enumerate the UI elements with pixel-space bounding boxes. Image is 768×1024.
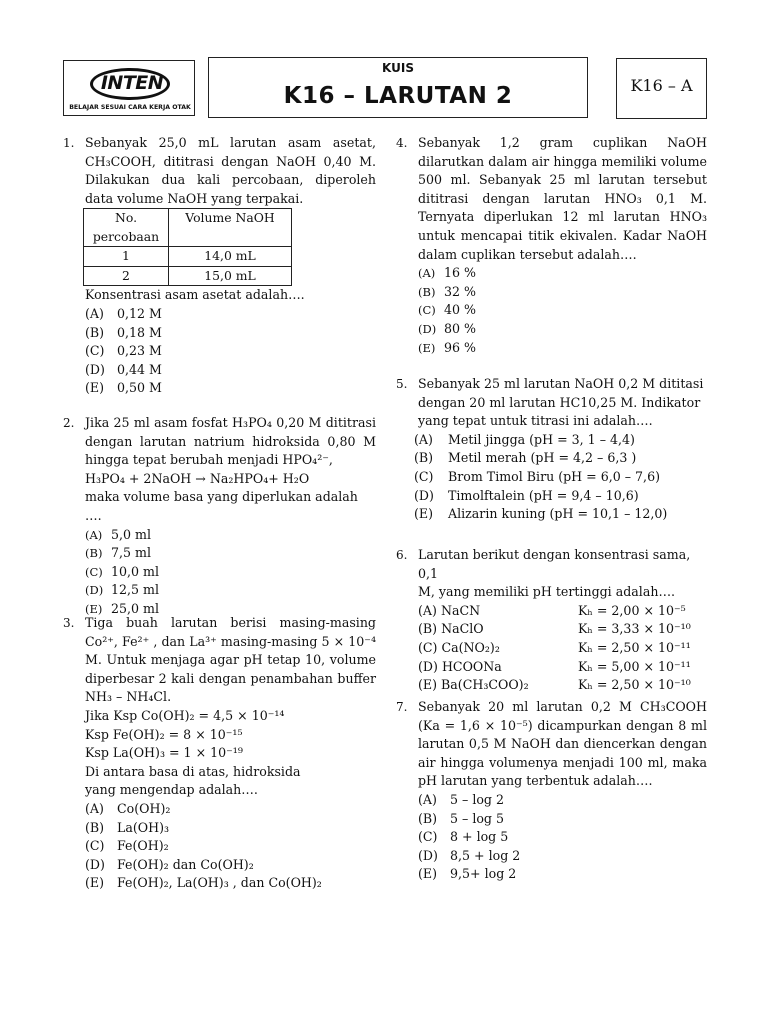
answer-option[interactable] xyxy=(85,544,376,563)
option-label: (C) xyxy=(414,468,434,484)
table-cell: 14,0 mL xyxy=(169,247,292,267)
option-label: (B) xyxy=(414,450,434,466)
question-number: 1. xyxy=(63,136,75,150)
answer-option[interactable] xyxy=(85,800,376,819)
answer-option[interactable] xyxy=(414,505,707,524)
option-label: (D) xyxy=(414,487,434,503)
question-4 xyxy=(396,134,707,357)
hydrolysis-constant: Kₕ = 2,50 × 10⁻¹⁰ xyxy=(578,677,691,693)
answer-option[interactable] xyxy=(418,602,707,621)
table-header: Volume NaOH xyxy=(169,209,292,247)
table-cell: 2 xyxy=(84,266,169,286)
option-label: (D) xyxy=(418,847,438,863)
option-text: 8,5 + log 2 xyxy=(450,847,521,863)
option-label: (E) xyxy=(414,506,434,522)
option-text: 7,5 ml xyxy=(111,545,152,561)
option-label: (C) xyxy=(85,838,105,854)
table-header: No. percobaan xyxy=(84,209,169,247)
option-label: (B) xyxy=(418,810,438,826)
quiz-code: K16 – A xyxy=(616,58,707,119)
question-text: Sebanyak 20 ml larutan 0,2 M CH₃COOH (Ka = 1,6 × 10⁻⁵) dicampurkan dengan 8 ml larutan 0,5 M NaOH dan diencerkan dengan air hingga volumenya menjadi 100 ml, maka pH larutan yang terbentuk adalah…. xyxy=(418,699,707,789)
option-label: (E) xyxy=(85,875,105,891)
question-text: Sebanyak 25 ml larutan NaOH 0,2 M dititasi xyxy=(418,376,704,391)
option-label: (B) xyxy=(418,284,436,299)
option-label: (C) xyxy=(418,639,438,655)
answer-option[interactable] xyxy=(85,342,376,361)
answer-option[interactable] xyxy=(418,301,707,320)
table-cell: 15,0 mL xyxy=(169,266,292,286)
option-text: 5,0 ml xyxy=(111,526,152,542)
option-text: 0,18 M xyxy=(117,324,162,340)
question-number: 5. xyxy=(396,377,408,391)
option-text: Metil jingga (pH = 3, 1 – 4,4) xyxy=(448,431,635,447)
question-number: 2. xyxy=(63,416,75,430)
question-text: Tiga buah larutan berisi masing-masing Co²⁺, Fe²⁺ , dan La³⁺ masing-masing 5 × 10⁻⁴ M. Untuk menjaga agar pH tetap 10, volume diperbesar 2 kali dengan penambahan buffer NH₃ – NH₄Cl. xyxy=(85,615,376,705)
answer-option[interactable] xyxy=(418,676,707,695)
option-text: 0,50 M xyxy=(117,380,162,396)
answer-option[interactable] xyxy=(418,791,707,810)
hydrolysis-constant: Kₕ = 3,33 × 10⁻¹⁰ xyxy=(578,621,691,637)
option-label: (D) xyxy=(85,583,104,598)
data-table xyxy=(83,208,292,286)
question-number: 3. xyxy=(63,616,75,630)
answer-option[interactable] xyxy=(85,361,376,380)
option-text: NaClO xyxy=(441,621,484,637)
table-header-row xyxy=(84,209,292,247)
option-text: Fe(OH)₂ dan Co(OH)₂ xyxy=(117,856,254,872)
option-text: Timolftalein (pH = 9,4 – 10,6) xyxy=(448,487,639,503)
option-label: (A) xyxy=(418,791,437,807)
option-label: (E) xyxy=(418,866,438,882)
answer-option[interactable] xyxy=(418,320,707,339)
option-text: 40 % xyxy=(444,302,476,318)
question-1 xyxy=(63,134,376,398)
option-label: (D) xyxy=(418,658,438,674)
option-text: 96 % xyxy=(444,339,476,355)
option-label: (A) xyxy=(418,266,436,281)
inten-logo xyxy=(63,60,195,116)
option-text: 25,0 ml xyxy=(111,600,160,616)
option-text: La(OH)₃ xyxy=(117,819,170,835)
answer-option[interactable] xyxy=(418,264,707,283)
option-text: 0,12 M xyxy=(117,305,162,321)
option-label: (B) xyxy=(85,546,103,561)
question-5 xyxy=(396,375,707,524)
question-7 xyxy=(396,698,707,884)
title-box xyxy=(208,57,588,118)
option-label: (E) xyxy=(418,340,436,355)
logo-tagline: BELAJAR SESUAI CARA KERJA OTAK xyxy=(69,104,191,111)
option-text: 16 % xyxy=(444,265,476,281)
answer-option[interactable] xyxy=(418,810,707,829)
question-prompt: Di antara basa di atas, hidroksida xyxy=(85,763,301,779)
option-text: Alizarin kuning (pH = 10,1 – 12,0) xyxy=(448,506,668,522)
answer-option[interactable] xyxy=(85,581,376,600)
option-label: (B) xyxy=(85,819,105,835)
answer-option[interactable] xyxy=(85,874,376,893)
option-text: Ca(NO₂)₂ xyxy=(441,639,500,655)
question-number: 7. xyxy=(396,700,408,714)
option-text: 32 % xyxy=(444,283,476,299)
question-text: Sebanyak 1,2 gram cuplikan NaOH dilarutkan dalam air hingga memiliki volume 500 ml. Sebanyak 25 ml larutan tersebut dititrasi dengan larutan HNO₃ 0,1 M. Ternyata diperlukan 12 ml larutan HNO₃ untuk mencapai titik ekivalen. Kadar NaOH dalam cuplikan tersebut adalah…. xyxy=(418,135,707,262)
table-row xyxy=(84,266,292,286)
option-label: (E) xyxy=(85,601,103,616)
option-label: (E) xyxy=(418,677,438,693)
answer-option[interactable] xyxy=(418,658,707,677)
answer-option[interactable] xyxy=(414,487,707,506)
answer-option[interactable] xyxy=(414,468,707,487)
question-6 xyxy=(396,546,707,695)
answer-option[interactable] xyxy=(85,856,376,875)
question-text: Jika 25 ml asam fosfat H₃PO₄ 0,20 M dititrasi dengan larutan natrium hidroksida 0,80 M hingga tepat berubah menjadi HPO₄²⁻, xyxy=(85,415,376,468)
option-label: (C) xyxy=(85,564,103,579)
question-number: 6. xyxy=(396,548,408,562)
question-prompt: Konsentrasi asam asetat adalah…. xyxy=(85,287,305,303)
option-text: 0,44 M xyxy=(117,361,162,377)
option-text: 5 – log 5 xyxy=(450,810,505,826)
option-label: (C) xyxy=(85,343,105,359)
answer-option[interactable] xyxy=(85,324,376,343)
option-text: NaCN xyxy=(440,602,481,618)
question-prompt: maka volume basa yang diperlukan adalah …. xyxy=(85,489,358,523)
option-label: (E) xyxy=(85,380,105,396)
answer-option[interactable] xyxy=(85,837,376,856)
page-title: K16 – LARUTAN 2 xyxy=(283,83,513,109)
answer-option[interactable] xyxy=(418,620,707,639)
option-text: 0,23 M xyxy=(117,343,162,359)
answer-option[interactable] xyxy=(85,379,376,398)
option-text: Fe(OH)₂ xyxy=(117,838,169,854)
option-label: (D) xyxy=(418,321,437,336)
option-label: (D) xyxy=(85,856,105,872)
table-cell: 1 xyxy=(84,247,169,267)
option-label: (A) xyxy=(418,602,437,618)
reaction-equation: H₃PO₄ + 2NaOH → Na₂HPO₄+ H₂O xyxy=(85,470,310,486)
answer-option[interactable] xyxy=(418,828,707,847)
ksp-line: Ksp La(OH)₃ = 1 × 10⁻¹⁹ xyxy=(85,745,243,761)
answer-option[interactable] xyxy=(418,847,707,866)
quiz-label: KUIS xyxy=(382,61,414,75)
option-text: 12,5 ml xyxy=(111,582,160,598)
option-text: Fe(OH)₂, La(OH)₃ , dan Co(OH)₂ xyxy=(117,875,322,891)
option-label: (A) xyxy=(85,800,104,816)
option-text: Metil merah (pH = 4,2 – 6,3 ) xyxy=(448,450,637,466)
option-label: (D) xyxy=(85,361,105,377)
answer-option[interactable] xyxy=(414,431,707,450)
answer-option[interactable] xyxy=(85,819,376,838)
option-text: Co(OH)₂ xyxy=(117,800,171,816)
question-prompt: yang mengendap adalah…. xyxy=(85,782,258,798)
table-row xyxy=(84,247,292,267)
option-label: (B) xyxy=(418,621,438,637)
question-text: Sebanyak 25,0 mL larutan asam asetat, CH₃COOH, dititrasi dengan NaOH 0,40 M. Dilakukan dua kali percobaan, diperoleh data volume NaOH yang terpakai. xyxy=(85,135,376,206)
hydrolysis-constant: Kₕ = 2,50 × 10⁻¹¹ xyxy=(578,639,691,655)
logo-text: INTEN xyxy=(100,72,164,94)
answer-option[interactable] xyxy=(418,639,707,658)
answer-option[interactable] xyxy=(418,865,707,884)
option-text: 5 – log 2 xyxy=(450,791,505,807)
option-text: Ba(CH₃COO)₂ xyxy=(441,677,529,693)
answer-option[interactable] xyxy=(414,449,707,468)
option-label: (B) xyxy=(85,324,105,340)
ksp-line: Ksp Fe(OH)₂ = 8 × 10⁻¹⁵ xyxy=(85,726,243,742)
answer-option[interactable] xyxy=(85,563,376,582)
option-label: (C) xyxy=(418,303,436,318)
question-2 xyxy=(63,414,376,619)
hydrolysis-constant: Kₕ = 5,00 × 10⁻¹¹ xyxy=(578,658,691,674)
option-label: (C) xyxy=(418,829,438,845)
answer-option[interactable] xyxy=(418,283,707,302)
hydrolysis-constant: Kₕ = 2,00 × 10⁻⁵ xyxy=(578,602,686,618)
answer-option[interactable] xyxy=(85,526,376,545)
question-text: dengan 20 ml larutan HC10,25 M. Indikator xyxy=(418,394,701,410)
option-text: 9,5+ log 2 xyxy=(450,866,517,882)
option-text: Brom Timol Biru (pH = 6,0 – 7,6) xyxy=(448,468,660,484)
option-text: 10,0 ml xyxy=(111,563,160,579)
answer-option[interactable] xyxy=(418,339,707,358)
answer-option[interactable] xyxy=(85,305,376,324)
option-label: (A) xyxy=(414,431,433,447)
option-text: 80 % xyxy=(444,320,476,336)
question-text: M, yang memiliki pH tertinggi adalah…. xyxy=(418,584,676,600)
option-label: (A) xyxy=(85,305,104,321)
ksp-line: Jika Ksp Co(OH)₂ = 4,5 × 10⁻¹⁴ xyxy=(85,707,285,723)
question-text: Larutan berikut dengan konsentrasi sama, 0,1 xyxy=(418,547,691,581)
question-number: 4. xyxy=(396,136,408,150)
question-text: yang tepat untuk titrasi ini adalah…. xyxy=(418,413,653,429)
question-3 xyxy=(63,614,376,893)
option-text: 8 + log 5 xyxy=(450,829,509,845)
option-label: (A) xyxy=(85,527,103,542)
option-text: HCOONa xyxy=(441,658,502,674)
